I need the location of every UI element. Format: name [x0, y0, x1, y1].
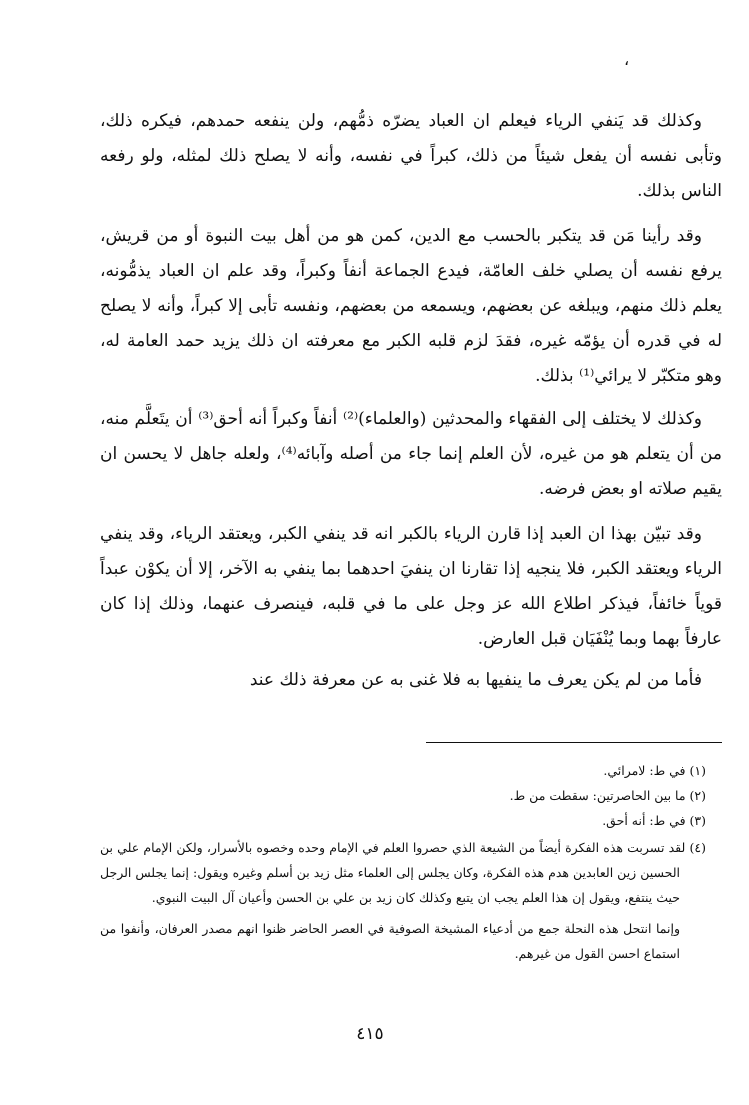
paragraph-1: وكذلك قد يَنفي الرياء فيعلم ان العباد يضرّه ذمُّهم، ولن ينفعه حمدهم، فيكره ذلك، وتأبى نفسه أن يفعل شيئاً من ذلك، كبراً في نفسه، وأنه لا يصلح ذلك لمثله، ولو رفعه الناس بذلك.: [100, 111, 722, 201]
main-text: [100, 104, 722, 698]
footnote-1: (١) في ط: لامرائي.: [603, 763, 706, 778]
paragraph-5: فأما من لم يكن يعرف ما ينفيها به فلا غنى به عن معرفة ذلك عند: [249, 670, 702, 690]
paragraph-4: وقد تبيّن بهذا ان العبد إذا قارن الرياء بالكبر انه قد ينفي الكبر، ويعتقد الرياء، وقد ينفي الرياء ويعتقد الكبر، فلا ينجيه إذا تقارنا ان ينفيَ احدهما بما ينفي به الآخر، إلا أن يكوْن عبداً قوياً خائفاً، فيذكر اطلاع الله عز وجل على ما في قلبه، فينصرف عنهما، وذلك إذا كان عارفاً بهما وبما يُنْفَيَان قبل العارض.: [100, 524, 722, 649]
paragraph-3: وكذلك لا يختلف إلى الفقهاء والمحدثين (والعلماء)⁽²⁾ أنفاً وكبراً أنه أحق⁽³⁾ أن يتَعلَّم منه، من أن يتعلم هو من غيره، لأن العلم إنما جاء من أصله وآبائه⁽⁴⁾، ولعله جاهل لا يحسن ان يقيم صلاته او بعض فرضه.: [100, 409, 722, 499]
footnote-4-continuation: وإنما انتحل هذه النحلة جمع من أدعياء المشيخة الصوفية في العصر الحاضر ظنوا انهم مصدر العرفان، وأنفوا من استماع احسن القول من غيرهم.: [100, 921, 680, 961]
footnote-3: (٣) في ط: أنه أحق.: [602, 813, 706, 828]
footnotes: [100, 758, 706, 966]
paragraph-2: وقد رأينا مَن قد يتكبر بالحسب مع الدين، كمن هو من أهل بيت النبوة أو من قريش، يرفع نفسه أن يصلي خلف العامّة، فيدع الجماعة أنفاً وكبراً، وقد علم ان العباد يذمُّونه، يعلم ذلك منهم، ويبلغه عن بعضهم، ويسمعه من بعضهم، ونفسه تأبى إلا كبراً، وأنه لا يصلح له في قدره أن يؤمّه غيره، فقدَ لزم قلبه الكبر مع معرفته ان ذلك يزيد حمد العامة له، وهو متكبّر لا يرائي⁽¹⁾ بذلك.: [100, 226, 722, 386]
corner-mark: ،: [624, 50, 630, 69]
footnote-4: (٤) لقد تسربت هذه الفكرة أيضاً من الشيعة الذي حصروا العلم في الإمام وحده وخصوه بالأسرار، ولكن الإمام علي بن الحسين زين العابدين هدم هذه الفكرة، وكان يجلس إلى العلماء مثل زيد بن أسلم وغيره ويقول: إنما يجلس الرجل حيث ينتفع، ويقول إن هذا العلم يجب ان يتبع وكذلك كان زيد بن علي بن الحسن وأعيان آل البيت النبوي.: [100, 840, 706, 905]
footnote-2: (٢) ما بين الحاصرتين: سقطت من ط.: [509, 788, 706, 803]
footnote-separator: [426, 742, 722, 743]
page-number: ٤١٥: [356, 1024, 384, 1044]
